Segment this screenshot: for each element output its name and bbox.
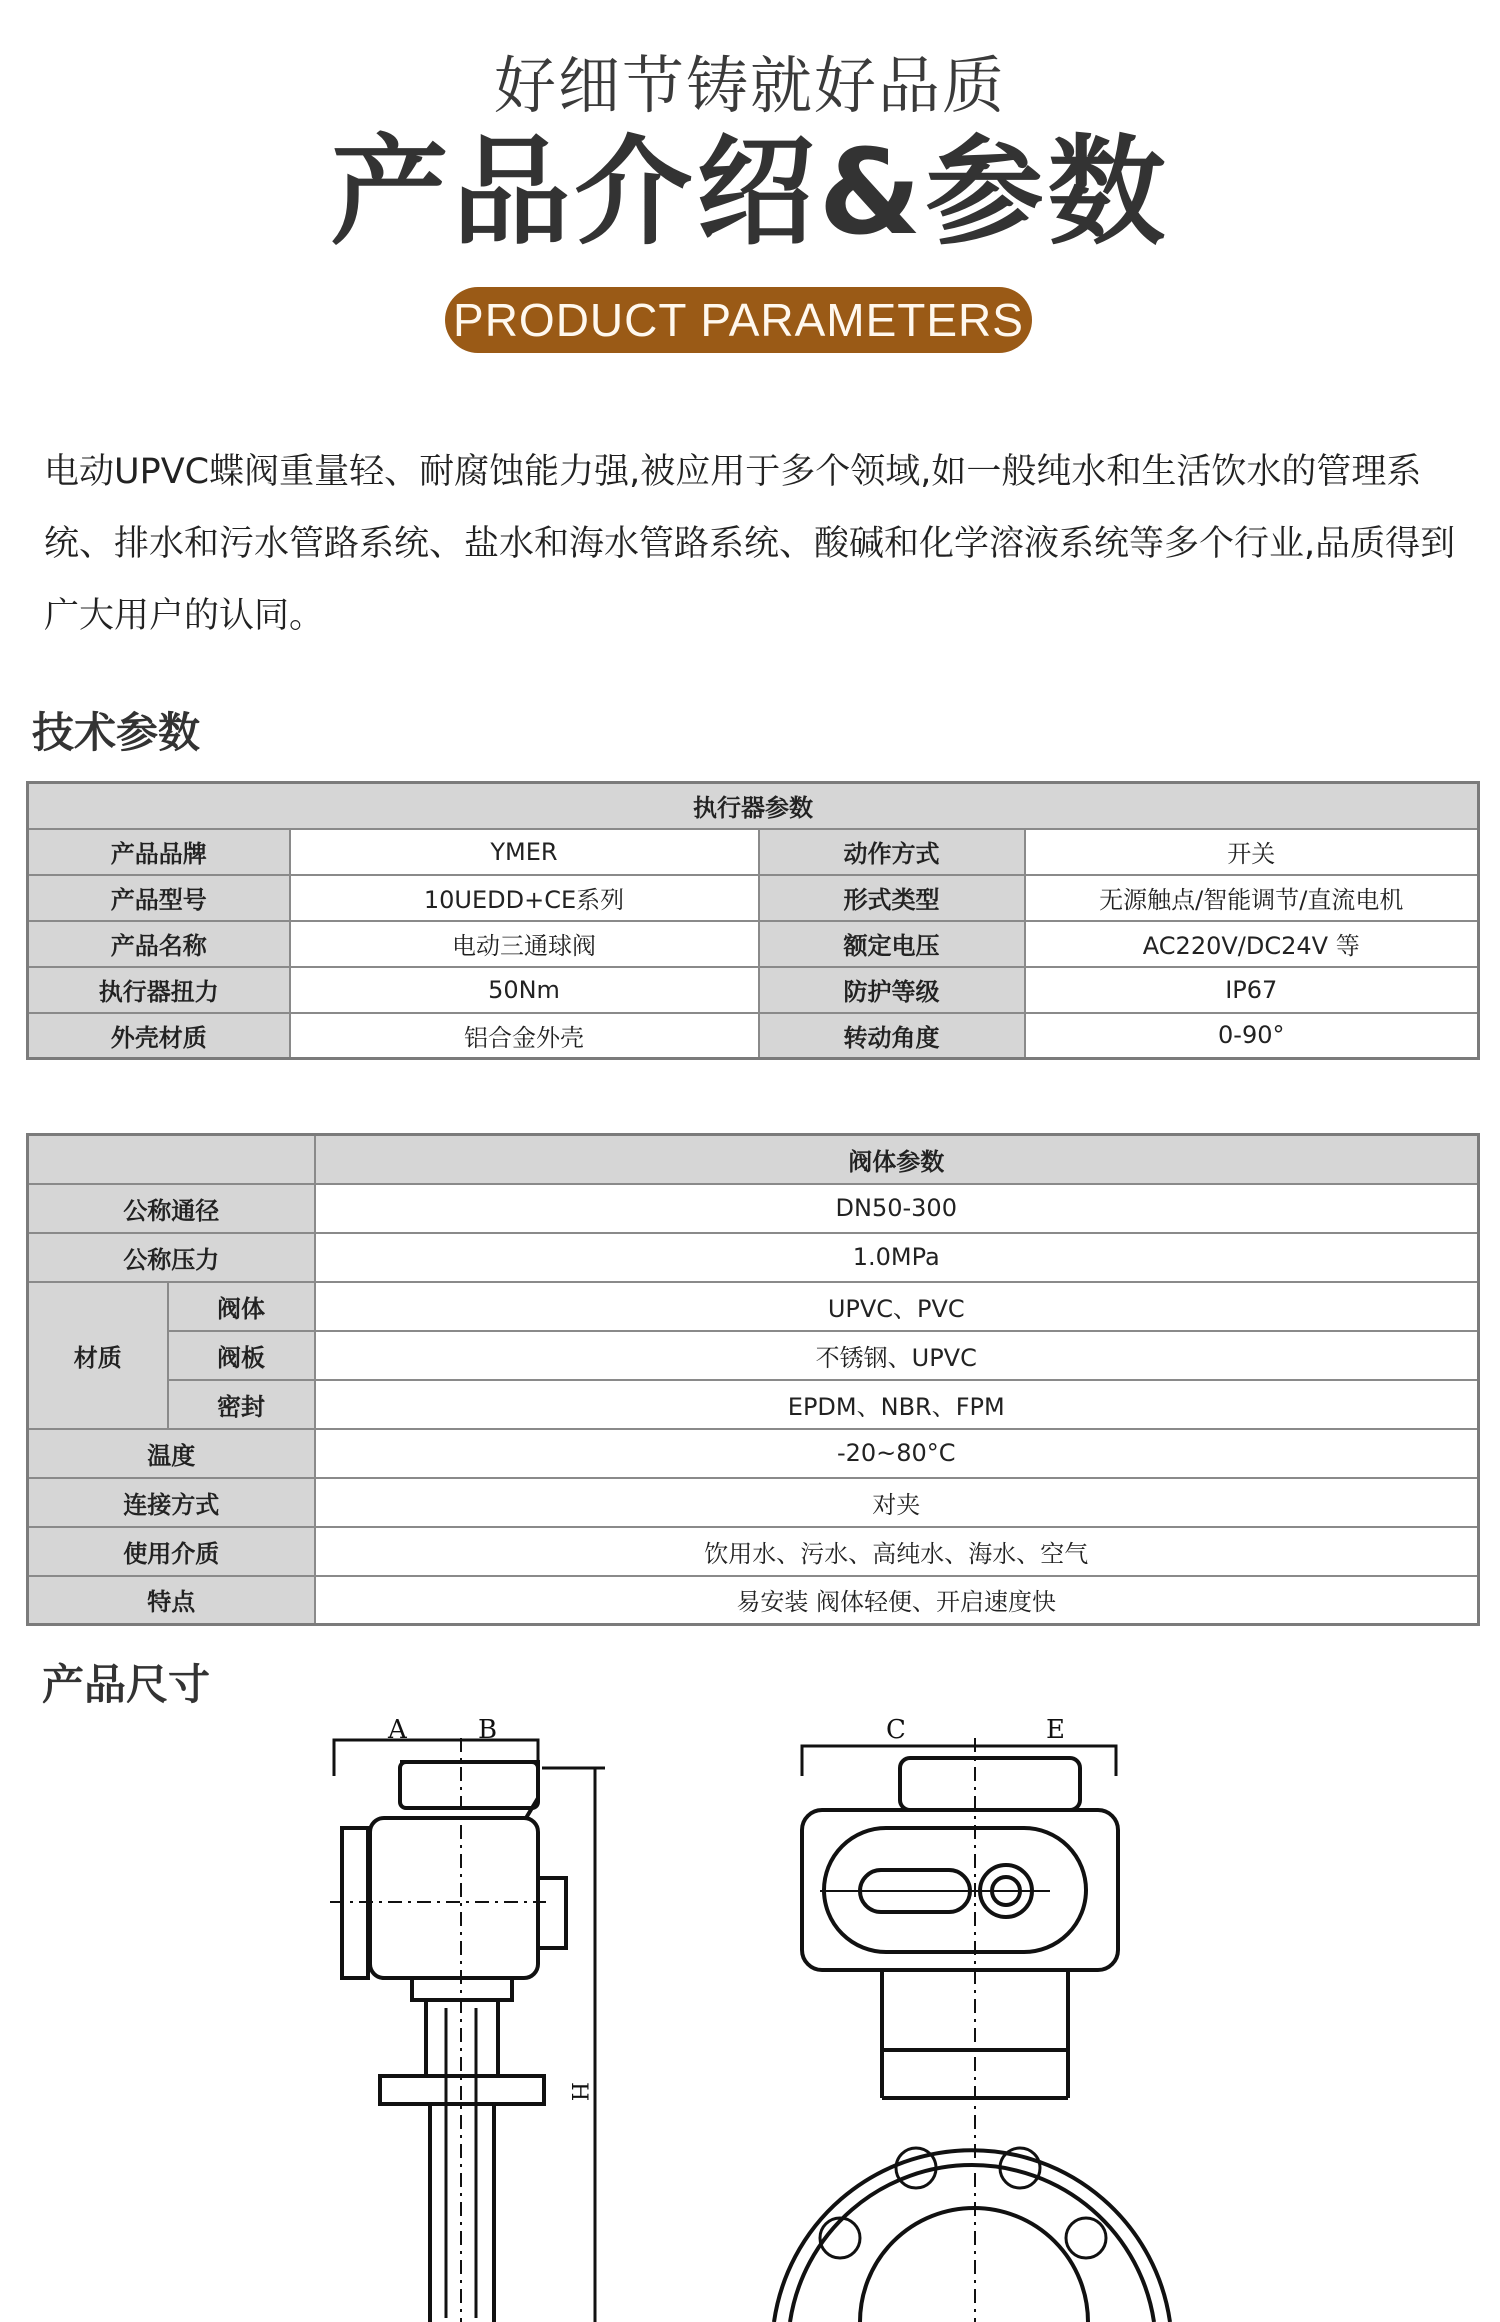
table-row [28,1478,1479,1527]
table-row [28,1282,1479,1331]
table-row [28,967,1479,1013]
tech-params-heading: 技术参数 [32,708,201,757]
param-label: 密封 [168,1380,315,1429]
table-row [28,829,1479,875]
product-parameters-badge: PRODUCT PARAMETERS [445,287,1032,353]
valve-table-caption: 阀体参数 [315,1135,1479,1184]
dim-label-e: E [1046,1715,1065,1745]
param-value: UPVC、PVC [315,1282,1479,1331]
param-label: 公称压力 [28,1233,315,1282]
param-label: 外壳材质 [28,1013,290,1059]
param-value: DN50-300 [315,1184,1479,1233]
actuator-params-table [26,781,1480,1060]
table-row [28,1527,1479,1576]
actuator-table-caption: 执行器参数 [28,783,1479,829]
param-value: AC220V/DC24V 等 [1025,921,1479,967]
param-label: 产品名称 [28,921,290,967]
valve-dimension-drawing [280,1678,1210,2322]
param-label: 形式类型 [759,875,1025,921]
valve-body-params-table [26,1133,1480,1626]
table-row [28,1233,1479,1282]
param-value: 电动三通球阀 [290,921,759,967]
param-label: 阀板 [168,1331,315,1380]
param-label: 额定电压 [759,921,1025,967]
param-value: 易安装 阀体轻便、开启速度快 [315,1576,1479,1625]
param-value: 铝合金外壳 [290,1013,759,1059]
table-row [28,1184,1479,1233]
table-caption-row [28,1135,1479,1184]
param-label: 连接方式 [28,1478,315,1527]
param-value: 开关 [1025,829,1479,875]
material-group-label: 材质 [28,1282,168,1429]
param-label: 动作方式 [759,829,1025,875]
page-title: 产品介绍&参数 [330,123,1170,261]
table-row [28,1331,1479,1380]
param-label: 产品品牌 [28,829,290,875]
param-label: 产品型号 [28,875,290,921]
table-row [28,1429,1479,1478]
param-value: IP67 [1025,967,1479,1013]
param-label: 使用介质 [28,1527,315,1576]
table-caption-row [28,783,1479,829]
param-label: 转动角度 [759,1013,1025,1059]
empty-corner-cell [28,1135,315,1184]
table-row [28,921,1479,967]
param-label: 防护等级 [759,967,1025,1013]
side-view-drawing [330,1715,605,2322]
param-value: 50Nm [290,967,759,1013]
param-value: -20~80°C [315,1429,1479,1478]
front-view-drawing [774,1715,1170,2322]
dim-label-a: A [388,1715,407,1745]
param-label: 特点 [28,1576,315,1625]
param-label: 温度 [28,1429,315,1478]
table-row [28,1576,1479,1625]
dim-label-b: B [478,1715,498,1745]
param-value: 1.0MPa [315,1233,1479,1282]
param-value: 0-90° [1025,1013,1479,1059]
dim-label-h: H [566,2082,591,2102]
param-label: 阀体 [168,1282,315,1331]
product-size-heading: 产品尺寸 [42,1660,211,1709]
param-value: 对夹 [315,1478,1479,1527]
dim-label-c: C [886,1715,906,1745]
param-label: 公称通径 [28,1184,315,1233]
table-row [28,1380,1479,1429]
param-value: YMER [290,829,759,875]
param-value: EPDM、NBR、FPM [315,1380,1479,1429]
intro-paragraph: 电动UPVC蝶阀重量轻、耐腐蚀能力强,被应用于多个领域,如一般纯水和生活饮水的管理系统、排水和污水管路系统、盐水和海水管路系统、酸碱和化学溶液系统等多个行业,品质得到广大用户的认同。 [44,452,1456,636]
param-value: 无源触点/智能调节/直流电机 [1025,875,1479,921]
param-label: 执行器扭力 [28,967,290,1013]
table-row [28,875,1479,921]
table-row [28,1013,1479,1059]
param-value: 饮用水、污水、高纯水、海水、空气 [315,1527,1479,1576]
param-value: 不锈钢、UPVC [315,1331,1479,1380]
page-subtitle: 好细节铸就好品质 [493,49,1006,122]
param-value: 10UEDD+CE系列 [290,875,759,921]
